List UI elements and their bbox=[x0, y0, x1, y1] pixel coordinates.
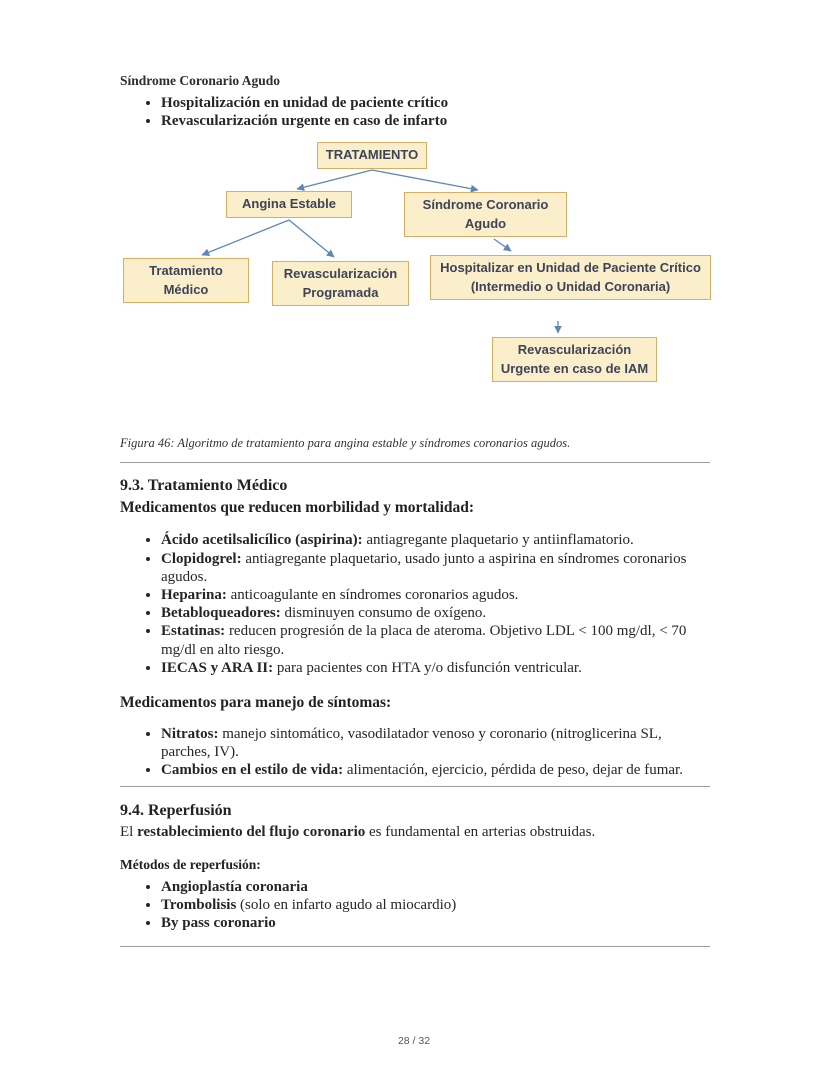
flowchart-node-hospitalizar: Hospitalizar en Unidad de Paciente Crítico (Intermedio o Unidad Coronaria) bbox=[430, 255, 711, 300]
divider bbox=[120, 462, 710, 463]
flowchart-node-angina-estable: Angina Estable bbox=[226, 191, 352, 217]
divider bbox=[120, 946, 710, 947]
reperfusion-intro-plain: El bbox=[120, 823, 138, 840]
reperfusion-intro-plain: es fundamental en arterias obstruidas. bbox=[365, 823, 596, 840]
morbidity-list bbox=[120, 531, 712, 677]
intro-heading: Síndrome Coronario Agudo bbox=[120, 73, 281, 88]
flowchart-node-tratamiento: TRATAMIENTO bbox=[317, 142, 427, 168]
list-item: • Ácido acetilsalicílico (aspirina): antiagregante plaquetario y antiinflamatorio. bbox=[161, 531, 712, 549]
symptoms-subtitle: Medicamentos para manejo de síntomas: bbox=[120, 694, 392, 712]
list-item: • Hospitalización en unidad de paciente crítico bbox=[161, 94, 712, 112]
list-item: • Trombolisis (solo en infarto agudo al miocardio) bbox=[161, 896, 712, 914]
list-item: • Angioplastía coronaria bbox=[161, 878, 712, 896]
page-content bbox=[120, 0, 712, 947]
flowchart-node-sindrome-coronario-agudo: Síndrome Coronario Agudo bbox=[404, 192, 567, 237]
reperfusion-list bbox=[120, 878, 712, 933]
reperfusion-intro-bold: restablecimiento del flujo coronario bbox=[137, 823, 366, 840]
section-94-title: 9.4. Reperfusión bbox=[120, 801, 232, 819]
list-item: • Revascularización urgente en caso de infarto bbox=[161, 112, 712, 130]
list-item: • Cambios en el estilo de vida: alimentación, ejercicio, pérdida de peso, dejar de fumar. bbox=[161, 761, 712, 779]
treatment-flowchart bbox=[120, 140, 720, 412]
symptoms-list bbox=[120, 725, 712, 780]
page-number: 28 / 32 bbox=[397, 1035, 431, 1047]
list-item: • Clopidogrel: antiagregante plaquetario, usado junto a aspirina en síndromes coronarios agudos. bbox=[161, 550, 712, 586]
section-93-title: 9.3. Tratamiento Médico bbox=[120, 477, 288, 495]
list-item: • By pass coronario bbox=[161, 914, 712, 932]
list-item: • Nitratos: manejo sintomático, vasodilatador venoso y coronario (nitroglicerina SL, parches, IV). bbox=[161, 725, 712, 761]
divider bbox=[120, 786, 710, 787]
list-item: • IECAS y ARA II: para pacientes con HTA y/o disfunción ventricular. bbox=[161, 659, 712, 677]
intro-bullet-list bbox=[120, 94, 712, 130]
flowchart-node-revascularizacion-programada: Revascularización Programada bbox=[272, 261, 409, 306]
list-item: • Betabloqueadores: disminuyen consumo de oxígeno. bbox=[161, 604, 712, 622]
list-item: • Heparina: anticoagulante en síndromes coronarios agudos. bbox=[161, 586, 712, 604]
flowchart-node-revascularizacion-urgente: Revascularización Urgente en caso de IAM bbox=[492, 337, 657, 382]
morbidity-subtitle: Medicamentos que reducen morbilidad y mortalidad: bbox=[120, 499, 475, 517]
flowchart-node-tratamiento-medico: Tratamiento Médico bbox=[123, 258, 249, 303]
reperfusion-intro bbox=[120, 823, 712, 841]
reperfusion-methods-subtitle: Métodos de reperfusión: bbox=[120, 856, 261, 872]
list-item: • Estatinas: reducen progresión de la placa de ateroma. Objetivo LDL < 100 mg/dl, < 70 mg/dl en alto riesgo. bbox=[161, 622, 712, 658]
figure-caption: Figura 46: Algoritmo de tratamiento para angina estable y síndromes coronarios agudos. bbox=[120, 436, 571, 451]
